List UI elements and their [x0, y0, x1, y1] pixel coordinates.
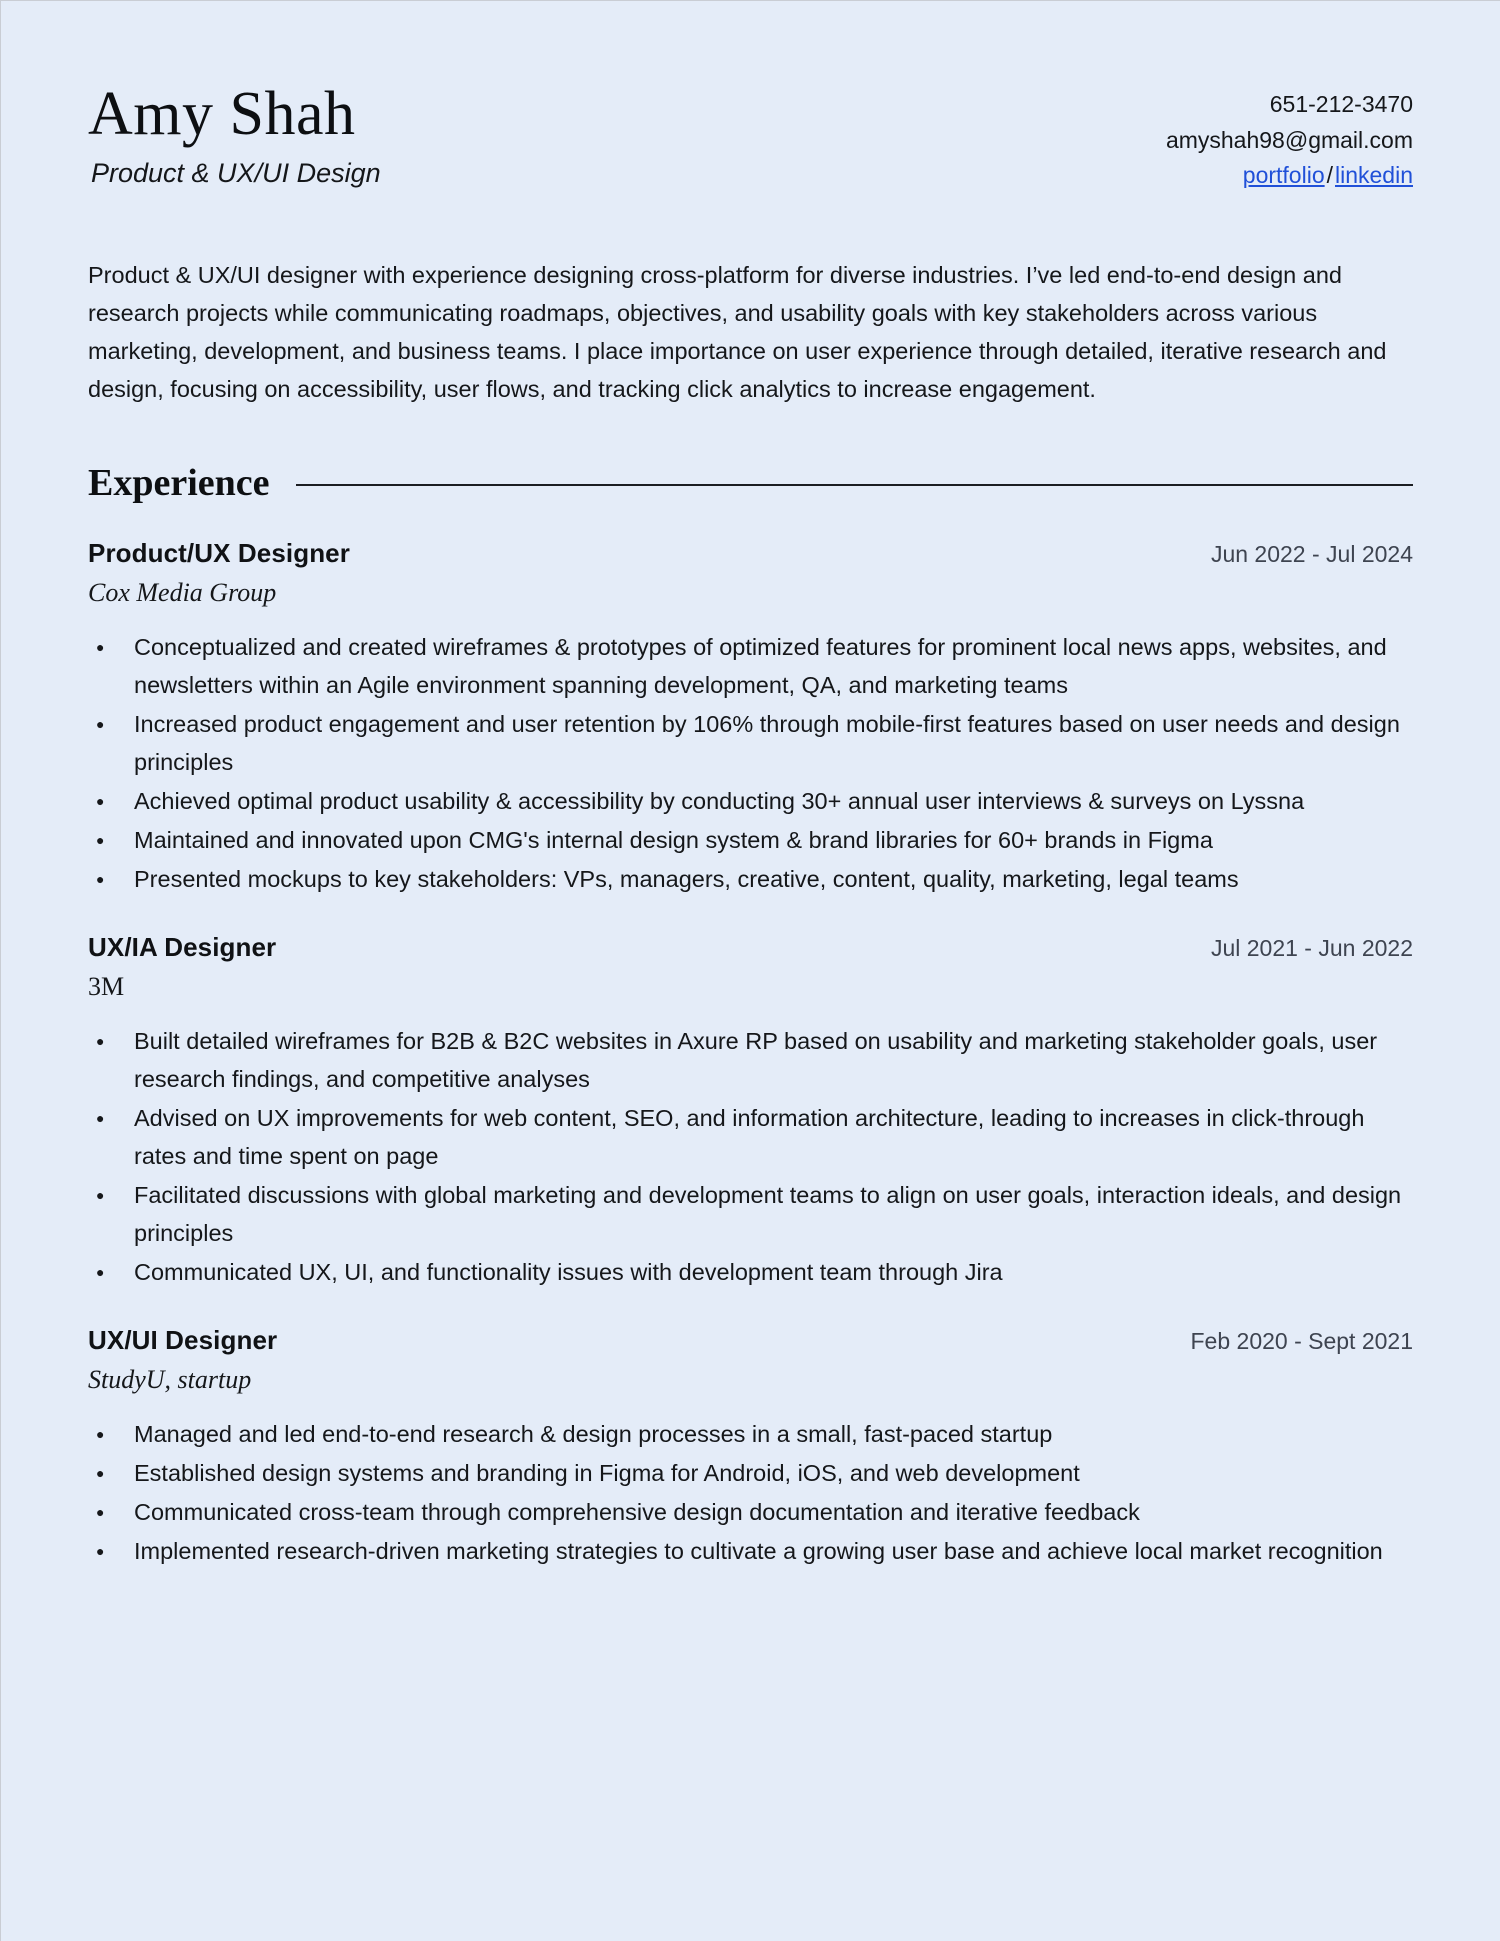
email-address: amyshah98@gmail.com: [1165, 126, 1413, 153]
resume-header: [88, 1, 1413, 194]
job-bullet: ● Managed and led end-to-end research & design processes in a small, fast-paced startup: [88, 1415, 1413, 1453]
job-bullet: ● Conceptualized and created wireframes & prototypes of optimized features for prominent local news apps, websites, and newsletters within an Agile environment spanning development, QA, and marketing teams: [88, 628, 1413, 704]
candidate-role: Product & UX/UI Design: [91, 158, 381, 188]
job-bullet: ● Facilitated discussions with global marketing and development teams to align on user goals, interaction ideals, and design principles: [88, 1176, 1413, 1252]
experience-entry-header: [88, 932, 1413, 963]
job-bullet: ● Built detailed wireframes for B2B & B2C websites in Axure RP based on usability and marketing stakeholder goals, user research findings, and competitive analyses: [88, 1022, 1413, 1098]
experience-section-header: [88, 462, 1413, 505]
job-bullet: ● Communicated UX, UI, and functionality issues with development team through Jira: [88, 1253, 1413, 1291]
job-bullet: ● Increased product engagement and user retention by 106% through mobile-first features based on user needs and design principles: [88, 705, 1413, 781]
job-bullet: ● Presented mockups to key stakeholders: VPs, managers, creative, content, quality, marketing, legal teams: [88, 860, 1413, 898]
job-bullet-list: [88, 628, 1413, 898]
job-bullet: ● Established design systems and branding in Figma for Android, iOS, and web development: [88, 1454, 1413, 1492]
experience-entry: [88, 538, 1413, 898]
contact-block: [1166, 83, 1413, 194]
job-dates: Feb 2020 - Sept 2021: [1190, 1328, 1413, 1355]
job-bullet-list: [88, 1022, 1413, 1291]
job-bullet: ● Maintained and innovated upon CMG's internal design system & brand libraries for 60+ brands in Figma: [88, 821, 1413, 859]
job-dates: Jun 2022 - Jul 2024: [1210, 541, 1413, 568]
job-bullet: ● Advised on UX improvements for web content, SEO, and information architecture, leading to increases in click-through rates and time spent on page: [88, 1099, 1413, 1175]
job-company: StudyU, startup: [88, 1365, 252, 1395]
job-title: Product/UX Designer: [88, 538, 350, 569]
candidate-name: Amy Shah: [88, 80, 356, 148]
experience-entry: [88, 932, 1413, 1291]
job-title: UX/UI Designer: [88, 1325, 278, 1356]
job-company: 3M: [88, 972, 125, 1002]
job-bullet-list: [88, 1415, 1413, 1570]
phone-number: 651-212-3470: [1269, 91, 1413, 117]
linkedin-link[interactable]: linkedin: [1335, 162, 1413, 189]
section-title-experience: Experience: [88, 462, 270, 505]
profile-links: [1166, 158, 1413, 194]
job-bullet: ● Achieved optimal product usability & accessibility by conducting 30+ annual user interviews & surveys on Lyssna: [88, 782, 1413, 820]
identity-block: [88, 80, 381, 189]
experience-entry-header: [88, 1325, 1413, 1356]
job-title: UX/IA Designer: [88, 932, 277, 963]
experience-entry-header: [88, 538, 1413, 569]
professional-summary: Product & UX/UI designer with experience designing cross-platform for diverse industries. I’ve led end-to-end design and research projects while communicating roadmaps, objectives, and usability goals with key stakeholders across various marketing, development, and business teams. I place importance on user experience through detailed, iterative research and design, focusing on accessibility, user flows, and tracking click analytics to increase engagement.: [88, 261, 1387, 403]
experience-entry: [88, 1325, 1413, 1570]
section-divider: [296, 484, 1413, 486]
job-dates: Jul 2021 - Jun 2022: [1210, 935, 1413, 962]
job-company: Cox Media Group: [88, 578, 277, 608]
link-separator: /: [1326, 162, 1333, 189]
job-bullet: ● Implemented research-driven marketing strategies to cultivate a growing user base and achieve local market recognition: [88, 1532, 1413, 1570]
job-bullet: ● Communicated cross-team through comprehensive design documentation and iterative feedback: [88, 1493, 1413, 1531]
portfolio-link[interactable]: portfolio: [1242, 162, 1325, 189]
experience-list: [88, 538, 1413, 1570]
